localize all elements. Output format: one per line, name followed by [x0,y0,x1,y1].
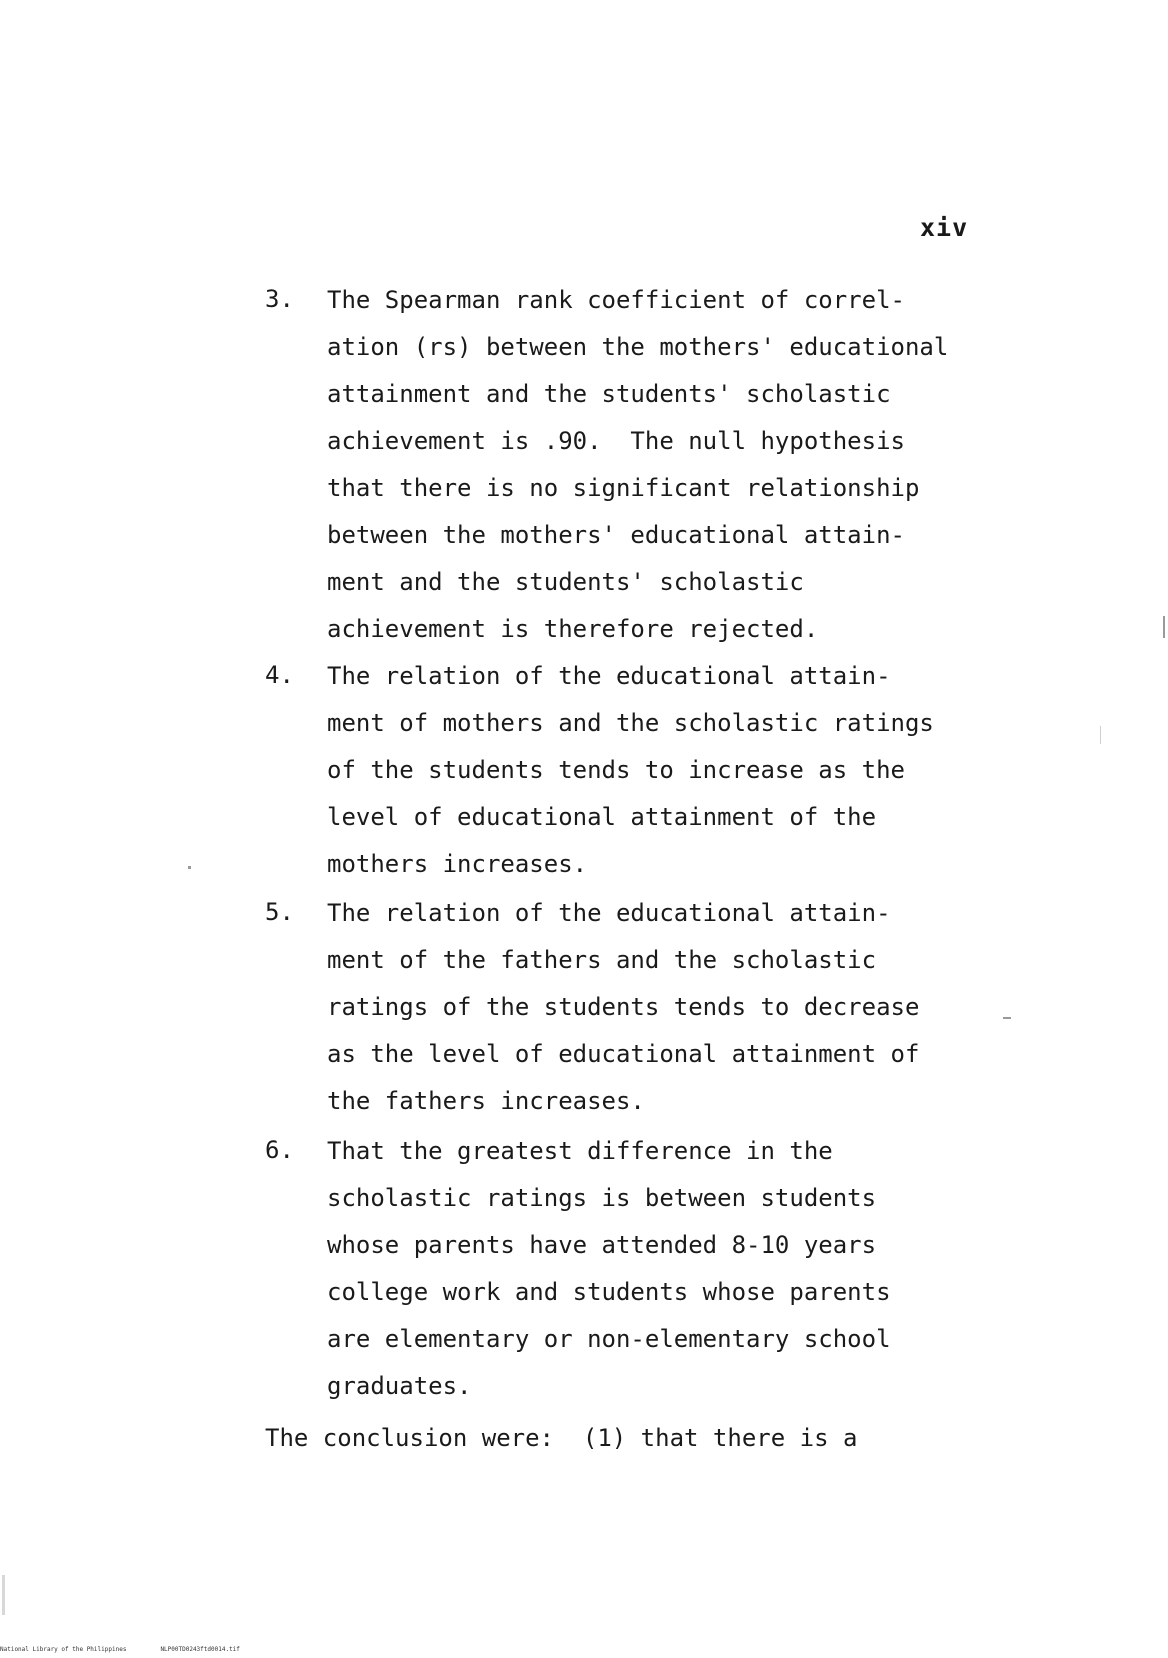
item-number: 5. [265,898,294,926]
text-line: ment and the students' scholastic [327,568,804,596]
text-line: ment of the fathers and the scholastic [327,946,877,974]
item-number: 4. [265,661,294,689]
text-line: college work and students whose parents [327,1278,891,1306]
footer-file: NLP00TD0243ftd0014.tif [160,1646,240,1653]
conclusion-line: The conclusion were: (1) that there is a [265,1424,858,1452]
scan-speck [1100,726,1101,744]
text-line: level of educational attainment of the [327,803,877,831]
text-line: scholastic ratings is between students [327,1184,877,1212]
footer-library: National Library of the Philippines [0,1646,127,1653]
item-text [327,1136,891,1418]
text-line: that there is no significant relationship [327,474,920,502]
text-line: achievement is therefore rejected. [327,615,819,643]
text-line: ment of mothers and the scholastic ratings [327,709,934,737]
text-line: whose parents have attended 8-10 years [327,1231,877,1259]
text-line: achievement is .90. The null hypothesis [327,427,905,455]
item-number: 6. [265,1136,294,1164]
text-line: ation (rs) between the mothers' educational [327,333,949,361]
text-line: between the mothers' educational attain- [327,521,905,549]
text-line: as the level of educational attainment of [327,1040,920,1068]
text-line: The Spearman rank coefficient of correl- [327,286,905,314]
text-line: the fathers increases. [327,1087,645,1115]
text-line: mothers increases. [327,850,588,878]
text-line: graduates. [327,1372,472,1400]
text-line: are elementary or non-elementary school [327,1325,891,1353]
text-line: The relation of the educational attain- [327,662,891,690]
item-number: 3. [265,285,294,313]
text-line: attainment and the students' scholastic [327,380,891,408]
page-number: xiv [920,213,969,242]
scan-speck [2,1575,5,1615]
scan-speck [1003,1017,1011,1019]
item-text [327,285,948,661]
scan-speck [188,866,191,869]
text-line: ratings of the students tends to decrease [327,993,920,1021]
scan-speck [1163,616,1165,638]
scan-footer [0,1646,274,1654]
text-line: The relation of the educational attain- [327,899,891,927]
item-text [327,661,934,896]
text-line: That the greatest difference in the [327,1137,833,1165]
text-line: of the students tends to increase as the [327,756,905,784]
item-text [327,898,919,1133]
